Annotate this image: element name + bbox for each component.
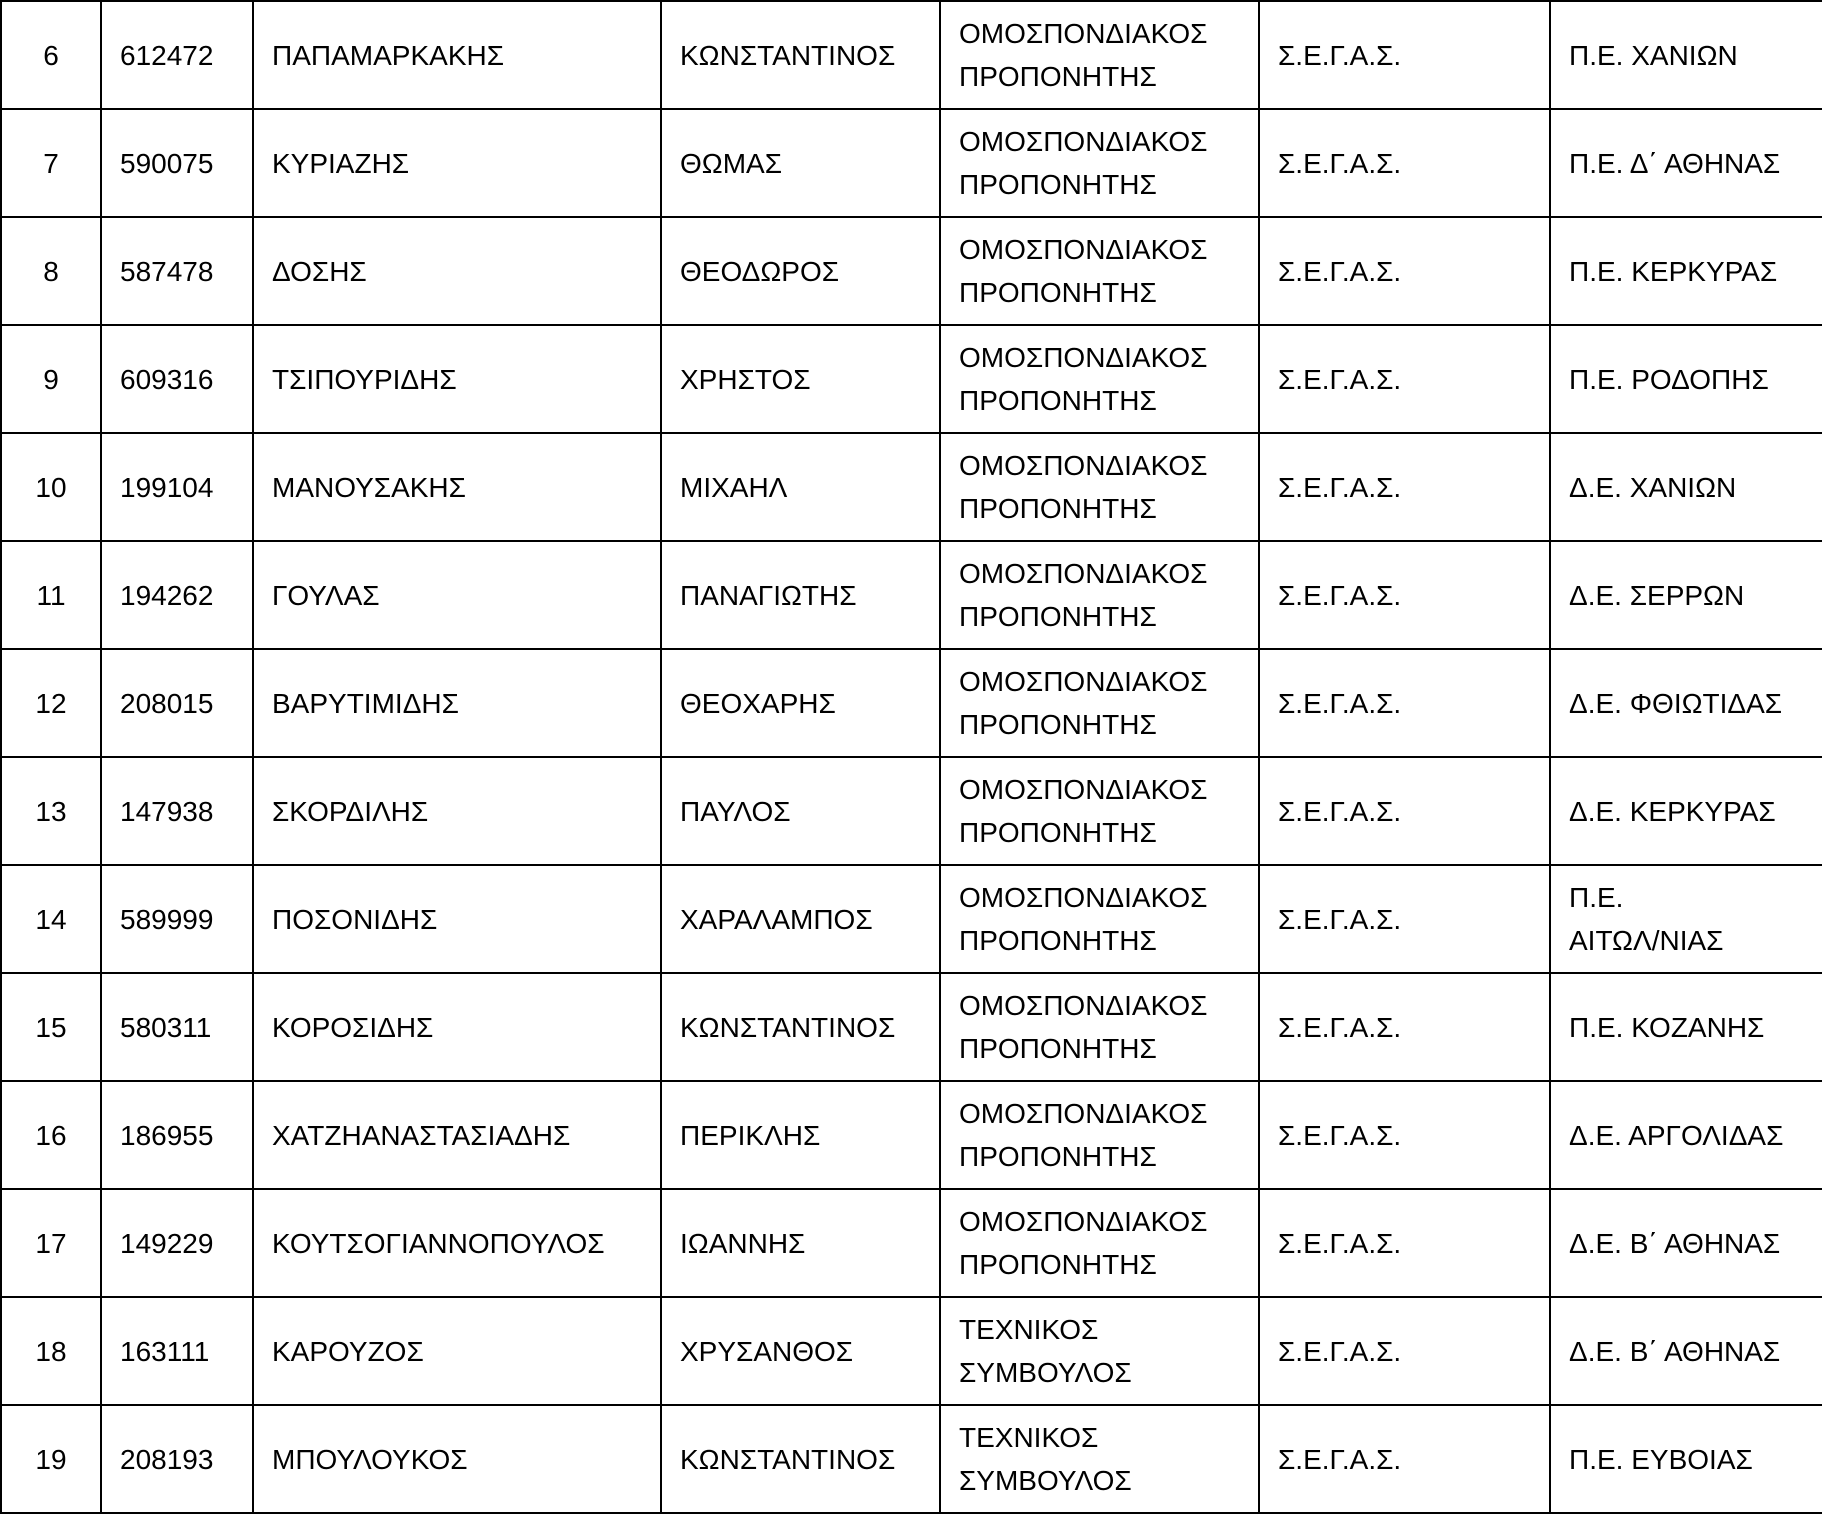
first-name-cell: ΘΕΟΔΩΡΟΣ bbox=[661, 217, 940, 325]
role-cell: ΟΜΟΣΠΟΝΔΙΑΚΟΣ ΠΡΟΠΟΝΗΤΗΣ bbox=[940, 757, 1259, 865]
registry-id-cell: 580311 bbox=[101, 973, 253, 1081]
row-number-cell: 16 bbox=[1, 1081, 101, 1189]
row-number-cell: 17 bbox=[1, 1189, 101, 1297]
table-row bbox=[1, 973, 1822, 1081]
federation-cell: Σ.Ε.Γ.Α.Σ. bbox=[1259, 1297, 1550, 1405]
surname-cell: ΚΥΡΙΑΖΗΣ bbox=[253, 109, 661, 217]
role-cell: ΟΜΟΣΠΟΝΔΙΑΚΟΣ ΠΡΟΠΟΝΗΤΗΣ bbox=[940, 109, 1259, 217]
regional-unit-cell: Δ.Ε. Β΄ ΑΘΗΝΑΣ bbox=[1550, 1189, 1822, 1297]
regional-unit-cell: Π.Ε. ΚΕΡΚΥΡΑΣ bbox=[1550, 217, 1822, 325]
surname-cell: ΧΑΤΖΗΑΝΑΣΤΑΣΙΑΔΗΣ bbox=[253, 1081, 661, 1189]
row-number-cell: 10 bbox=[1, 433, 101, 541]
table-row bbox=[1, 865, 1822, 973]
surname-cell: ΠΟΣΟΝΙΔΗΣ bbox=[253, 865, 661, 973]
federation-cell: Σ.Ε.Γ.Α.Σ. bbox=[1259, 757, 1550, 865]
federation-cell: Σ.Ε.Γ.Α.Σ. bbox=[1259, 325, 1550, 433]
regional-unit-cell: Δ.Ε. Β΄ ΑΘΗΝΑΣ bbox=[1550, 1297, 1822, 1405]
federation-cell: Σ.Ε.Γ.Α.Σ. bbox=[1259, 649, 1550, 757]
regional-unit-cell: Π.Ε. ΕΥΒΟΙΑΣ bbox=[1550, 1405, 1822, 1513]
table-row bbox=[1, 649, 1822, 757]
federation-cell: Σ.Ε.Γ.Α.Σ. bbox=[1259, 1, 1550, 109]
regional-unit-cell: Π.Ε. ΧΑΝΙΩΝ bbox=[1550, 1, 1822, 109]
surname-cell: ΣΚΟΡΔΙΛΗΣ bbox=[253, 757, 661, 865]
table-row bbox=[1, 1405, 1822, 1513]
surname-cell: ΓΟΥΛΑΣ bbox=[253, 541, 661, 649]
registry-id-cell: 208015 bbox=[101, 649, 253, 757]
first-name-cell: ΠΑΥΛΟΣ bbox=[661, 757, 940, 865]
federation-cell: Σ.Ε.Γ.Α.Σ. bbox=[1259, 217, 1550, 325]
role-cell: ΟΜΟΣΠΟΝΔΙΑΚΟΣ ΠΡΟΠΟΝΗΤΗΣ bbox=[940, 973, 1259, 1081]
role-cell: ΟΜΟΣΠΟΝΔΙΑΚΟΣ ΠΡΟΠΟΝΗΤΗΣ bbox=[940, 1081, 1259, 1189]
table-row bbox=[1, 1, 1822, 109]
first-name-cell: ΚΩΝΣΤΑΝΤΙΝΟΣ bbox=[661, 973, 940, 1081]
regional-unit-cell: Π.Ε. Δ΄ ΑΘΗΝΑΣ bbox=[1550, 109, 1822, 217]
regional-unit-cell: Δ.Ε. ΧΑΝΙΩΝ bbox=[1550, 433, 1822, 541]
table-row bbox=[1, 109, 1822, 217]
registry-id-cell: 587478 bbox=[101, 217, 253, 325]
role-cell: ΟΜΟΣΠΟΝΔΙΑΚΟΣ ΠΡΟΠΟΝΗΤΗΣ bbox=[940, 865, 1259, 973]
row-number-cell: 12 bbox=[1, 649, 101, 757]
registry-id-cell: 589999 bbox=[101, 865, 253, 973]
table-row bbox=[1, 1297, 1822, 1405]
registry-id-cell: 147938 bbox=[101, 757, 253, 865]
federation-cell: Σ.Ε.Γ.Α.Σ. bbox=[1259, 433, 1550, 541]
row-number-cell: 13 bbox=[1, 757, 101, 865]
first-name-cell: ΚΩΝΣΤΑΝΤΙΝΟΣ bbox=[661, 1405, 940, 1513]
surname-cell: ΚΑΡΟΥΖΟΣ bbox=[253, 1297, 661, 1405]
regional-unit-cell: Π.Ε. ΡΟΔΟΠΗΣ bbox=[1550, 325, 1822, 433]
first-name-cell: ΜΙΧΑΗΛ bbox=[661, 433, 940, 541]
surname-cell: ΜΑΝΟΥΣΑΚΗΣ bbox=[253, 433, 661, 541]
row-number-cell: 7 bbox=[1, 109, 101, 217]
regional-unit-cell: Π.Ε. ΑΙΤΩΛ/ΝΙΑΣ bbox=[1550, 865, 1822, 973]
row-number-cell: 8 bbox=[1, 217, 101, 325]
regional-unit-cell: Δ.Ε. ΚΕΡΚΥΡΑΣ bbox=[1550, 757, 1822, 865]
federation-cell: Σ.Ε.Γ.Α.Σ. bbox=[1259, 1405, 1550, 1513]
table-row bbox=[1, 757, 1822, 865]
registry-id-cell: 194262 bbox=[101, 541, 253, 649]
table-row bbox=[1, 325, 1822, 433]
role-cell: ΟΜΟΣΠΟΝΔΙΑΚΟΣ ΠΡΟΠΟΝΗΤΗΣ bbox=[940, 433, 1259, 541]
table-row bbox=[1, 541, 1822, 649]
federation-cell: Σ.Ε.Γ.Α.Σ. bbox=[1259, 541, 1550, 649]
row-number-cell: 18 bbox=[1, 1297, 101, 1405]
regional-unit-cell: Π.Ε. ΚΟΖΑΝΗΣ bbox=[1550, 973, 1822, 1081]
federation-cell: Σ.Ε.Γ.Α.Σ. bbox=[1259, 865, 1550, 973]
federation-cell: Σ.Ε.Γ.Α.Σ. bbox=[1259, 973, 1550, 1081]
first-name-cell: ΘΕΟΧΑΡΗΣ bbox=[661, 649, 940, 757]
registry-id-cell: 163111 bbox=[101, 1297, 253, 1405]
registry-id-cell: 149229 bbox=[101, 1189, 253, 1297]
surname-cell: ΤΣΙΠΟΥΡΙΔΗΣ bbox=[253, 325, 661, 433]
row-number-cell: 14 bbox=[1, 865, 101, 973]
surname-cell: ΜΠΟΥΛΟΥΚΟΣ bbox=[253, 1405, 661, 1513]
registry-id-cell: 609316 bbox=[101, 325, 253, 433]
regional-unit-cell: Δ.Ε. ΑΡΓΟΛΙΔΑΣ bbox=[1550, 1081, 1822, 1189]
row-number-cell: 19 bbox=[1, 1405, 101, 1513]
regional-unit-cell: Δ.Ε. ΦΘΙΩΤΙΔΑΣ bbox=[1550, 649, 1822, 757]
federation-cell: Σ.Ε.Γ.Α.Σ. bbox=[1259, 1081, 1550, 1189]
role-cell: ΤΕΧΝΙΚΟΣ ΣΥΜΒΟΥΛΟΣ bbox=[940, 1405, 1259, 1513]
registry-id-cell: 186955 bbox=[101, 1081, 253, 1189]
table-row bbox=[1, 217, 1822, 325]
role-cell: ΟΜΟΣΠΟΝΔΙΑΚΟΣ ΠΡΟΠΟΝΗΤΗΣ bbox=[940, 325, 1259, 433]
table-row bbox=[1, 433, 1822, 541]
first-name-cell: ΧΑΡΑΛΑΜΠΟΣ bbox=[661, 865, 940, 973]
role-cell: ΟΜΟΣΠΟΝΔΙΑΚΟΣ ΠΡΟΠΟΝΗΤΗΣ bbox=[940, 649, 1259, 757]
role-cell: ΟΜΟΣΠΟΝΔΙΑΚΟΣ ΠΡΟΠΟΝΗΤΗΣ bbox=[940, 217, 1259, 325]
row-number-cell: 9 bbox=[1, 325, 101, 433]
role-cell: ΟΜΟΣΠΟΝΔΙΑΚΟΣ ΠΡΟΠΟΝΗΤΗΣ bbox=[940, 1189, 1259, 1297]
surname-cell: ΚΟΡΟΣΙΔΗΣ bbox=[253, 973, 661, 1081]
role-cell: ΟΜΟΣΠΟΝΔΙΑΚΟΣ ΠΡΟΠΟΝΗΤΗΣ bbox=[940, 541, 1259, 649]
registry-id-cell: 590075 bbox=[101, 109, 253, 217]
surname-cell: ΒΑΡΥΤΙΜΙΔΗΣ bbox=[253, 649, 661, 757]
first-name-cell: ΧΡΗΣΤΟΣ bbox=[661, 325, 940, 433]
regional-unit-cell: Δ.Ε. ΣΕΡΡΩΝ bbox=[1550, 541, 1822, 649]
role-cell: ΟΜΟΣΠΟΝΔΙΑΚΟΣ ΠΡΟΠΟΝΗΤΗΣ bbox=[940, 1, 1259, 109]
row-number-cell: 11 bbox=[1, 541, 101, 649]
row-number-cell: 6 bbox=[1, 1, 101, 109]
registry-id-cell: 208193 bbox=[101, 1405, 253, 1513]
row-number-cell: 15 bbox=[1, 973, 101, 1081]
role-cell: ΤΕΧΝΙΚΟΣ ΣΥΜΒΟΥΛΟΣ bbox=[940, 1297, 1259, 1405]
table-row bbox=[1, 1189, 1822, 1297]
federation-cell: Σ.Ε.Γ.Α.Σ. bbox=[1259, 109, 1550, 217]
surname-cell: ΔΟΣΗΣ bbox=[253, 217, 661, 325]
registry-id-cell: 612472 bbox=[101, 1, 253, 109]
table-body bbox=[1, 1, 1822, 1513]
surname-cell: ΚΟΥΤΣΟΓΙΑΝΝΟΠΟΥΛΟΣ bbox=[253, 1189, 661, 1297]
federation-cell: Σ.Ε.Γ.Α.Σ. bbox=[1259, 1189, 1550, 1297]
first-name-cell: ΧΡΥΣΑΝΘΟΣ bbox=[661, 1297, 940, 1405]
first-name-cell: ΚΩΝΣΤΑΝΤΙΝΟΣ bbox=[661, 1, 940, 109]
first-name-cell: ΘΩΜΑΣ bbox=[661, 109, 940, 217]
registry-id-cell: 199104 bbox=[101, 433, 253, 541]
first-name-cell: ΠΑΝΑΓΙΩΤΗΣ bbox=[661, 541, 940, 649]
table-row bbox=[1, 1081, 1822, 1189]
first-name-cell: ΙΩΑΝΝΗΣ bbox=[661, 1189, 940, 1297]
surname-cell: ΠΑΠΑΜΑΡΚΑΚΗΣ bbox=[253, 1, 661, 109]
first-name-cell: ΠΕΡΙΚΛΗΣ bbox=[661, 1081, 940, 1189]
